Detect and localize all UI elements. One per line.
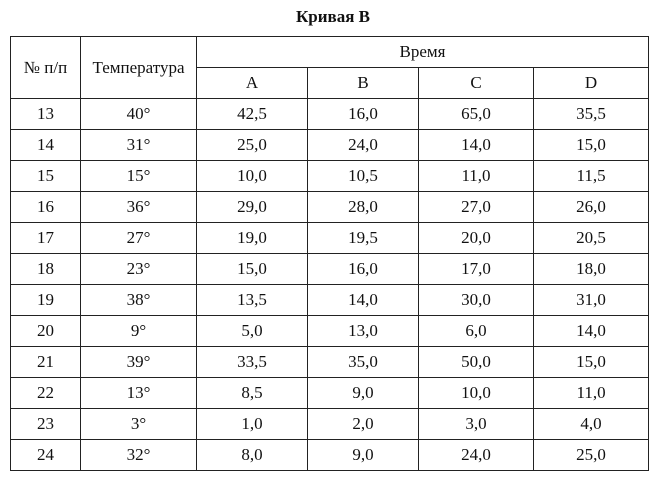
cell-b: 16,0 [308, 254, 419, 285]
cell-d: 26,0 [534, 192, 649, 223]
cell-temperature: 38° [81, 285, 197, 316]
cell-a: 25,0 [197, 130, 308, 161]
cell-c: 10,0 [419, 378, 534, 409]
table-row [11, 254, 649, 285]
cell-number: 18 [11, 254, 81, 285]
table-row [11, 223, 649, 254]
cell-b: 16,0 [308, 99, 419, 130]
cell-c: 50,0 [419, 347, 534, 378]
cell-d: 4,0 [534, 409, 649, 440]
cell-temperature: 13° [81, 378, 197, 409]
cell-d: 35,5 [534, 99, 649, 130]
cell-temperature: 40° [81, 99, 197, 130]
cell-d: 15,0 [534, 347, 649, 378]
cell-a: 33,5 [197, 347, 308, 378]
cell-number: 15 [11, 161, 81, 192]
cell-number: 21 [11, 347, 81, 378]
cell-number: 20 [11, 316, 81, 347]
cell-temperature: 3° [81, 409, 197, 440]
table-row [11, 347, 649, 378]
cell-c: 3,0 [419, 409, 534, 440]
cell-a: 5,0 [197, 316, 308, 347]
cell-number: 22 [11, 378, 81, 409]
cell-temperature: 9° [81, 316, 197, 347]
cell-c: 6,0 [419, 316, 534, 347]
table-row [11, 130, 649, 161]
cell-a: 8,5 [197, 378, 308, 409]
cell-c: 17,0 [419, 254, 534, 285]
cell-c: 11,0 [419, 161, 534, 192]
table-row [11, 99, 649, 130]
cell-number: 23 [11, 409, 81, 440]
cell-d: 11,0 [534, 378, 649, 409]
header-col-c: C [419, 68, 534, 99]
cell-temperature: 36° [81, 192, 197, 223]
cell-c: 20,0 [419, 223, 534, 254]
table-title: Кривая В [295, 7, 371, 26]
cell-d: 20,5 [534, 223, 649, 254]
table-body [11, 99, 649, 471]
cell-c: 27,0 [419, 192, 534, 223]
header-row [11, 37, 649, 68]
table-row [11, 316, 649, 347]
cell-d: 25,0 [534, 440, 649, 471]
cell-b: 35,0 [308, 347, 419, 378]
cell-d: 15,0 [534, 130, 649, 161]
cell-b: 19,5 [308, 223, 419, 254]
cell-b: 10,5 [308, 161, 419, 192]
cell-b: 2,0 [308, 409, 419, 440]
cell-number: 19 [11, 285, 81, 316]
cell-temperature: 31° [81, 130, 197, 161]
cell-c: 30,0 [419, 285, 534, 316]
cell-a: 13,5 [197, 285, 308, 316]
cell-c: 14,0 [419, 130, 534, 161]
cell-c: 24,0 [419, 440, 534, 471]
cell-a: 8,0 [197, 440, 308, 471]
cell-a: 10,0 [197, 161, 308, 192]
data-table [10, 36, 649, 471]
table-row [11, 192, 649, 223]
header-time: Время [197, 37, 649, 68]
cell-temperature: 23° [81, 254, 197, 285]
header-temperature: Температура [81, 37, 197, 99]
cell-b: 24,0 [308, 130, 419, 161]
cell-a: 19,0 [197, 223, 308, 254]
cell-a: 29,0 [197, 192, 308, 223]
table-row [11, 378, 649, 409]
table-row [11, 161, 649, 192]
cell-d: 11,5 [534, 161, 649, 192]
cell-number: 14 [11, 130, 81, 161]
cell-temperature: 39° [81, 347, 197, 378]
cell-c: 65,0 [419, 99, 534, 130]
header-col-a: A [197, 68, 308, 99]
table-row [11, 285, 649, 316]
cell-d: 31,0 [534, 285, 649, 316]
table-header [11, 37, 649, 99]
cell-a: 42,5 [197, 99, 308, 130]
header-number: № п/п [11, 37, 81, 99]
cell-temperature: 32° [81, 440, 197, 471]
cell-number: 17 [11, 223, 81, 254]
cell-number: 24 [11, 440, 81, 471]
cell-temperature: 27° [81, 223, 197, 254]
header-col-d: D [534, 68, 649, 99]
cell-d: 18,0 [534, 254, 649, 285]
table-row [11, 409, 649, 440]
cell-b: 28,0 [308, 192, 419, 223]
cell-a: 1,0 [197, 409, 308, 440]
cell-a: 15,0 [197, 254, 308, 285]
cell-temperature: 15° [81, 161, 197, 192]
header-col-b: B [308, 68, 419, 99]
cell-d: 14,0 [534, 316, 649, 347]
cell-number: 13 [11, 99, 81, 130]
cell-number: 16 [11, 192, 81, 223]
cell-b: 14,0 [308, 285, 419, 316]
cell-b: 9,0 [308, 440, 419, 471]
cell-b: 9,0 [308, 378, 419, 409]
cell-b: 13,0 [308, 316, 419, 347]
table-row [11, 440, 649, 471]
